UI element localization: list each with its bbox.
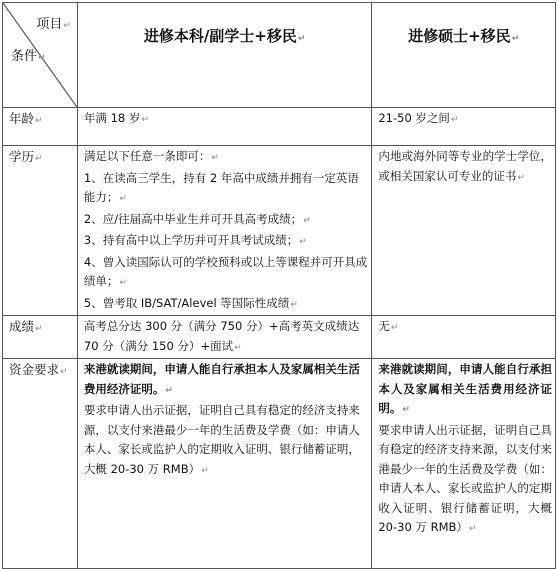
diagonal-top-label: 项目↵ <box>36 17 71 32</box>
score-undergrad: 高考总分达 300 分（满分 750 分）+高考英文成绩达 70 分（满分 150 分）+面试↵ <box>77 316 371 359</box>
comparison-table <box>2 2 556 569</box>
age-undergrad: 年满 18 岁↵ <box>77 108 371 146</box>
funds-undergrad <box>77 359 371 569</box>
funds-master-text: 要求申请人出示证据，证明自己具有稳定的经济支持来源，以支付来港最少一年的生活费及学费（如：申请人本人、家长或监护人的定期收入证明、银行储蓄证明，大概 20-30 万 RMB）↵ <box>378 422 552 534</box>
funds-master-bold: 来港就读期间，申请人能自行承担本人及家属相关生活费用经济证明。↵ <box>378 362 552 415</box>
age-master: 21-50 岁之间↵ <box>372 108 556 146</box>
edu-line-1: 1、在读高三学生，持有 2 年高中成绩并拥有一定英语能力；↵ <box>83 170 359 204</box>
funds-undergrad-text: 要求申请人出示证据，证明自己具有稳定的经济支持来源，以支付来港最少一年的生活费及学费（如：申请人本人、家长或监护人的定期收入证明、银行储蓄证明，大概 20-30 万 RMB）↵ <box>83 403 360 476</box>
diagonal-bottom-label: 条件↵ <box>11 49 46 64</box>
diagonal-header-cell <box>3 3 78 108</box>
row-score <box>3 316 556 359</box>
edu-line-intro: 满足以下任意一条即可：↵ <box>83 149 219 163</box>
row-education <box>3 146 556 316</box>
row-label-education: 学历↵ <box>3 146 78 316</box>
column-header-master: 进修硕士+移民↵ <box>372 3 556 108</box>
edu-line-3: 3、持有高中以上学历并可开具考试成绩；↵ <box>83 233 307 247</box>
row-age <box>3 108 556 146</box>
row-funds <box>3 359 556 569</box>
score-master: 无↵ <box>372 316 556 359</box>
header-row <box>3 3 556 108</box>
education-undergrad <box>77 146 371 316</box>
edu-line-2: 2、应/往届高中毕业生并可开具高考成绩；↵ <box>83 211 311 226</box>
funds-undergrad-bold: 来港就读期间，申请人能自行承担本人及家属相关生活费用经济证明。↵ <box>83 362 360 396</box>
education-master: 内地或海外同等专业的学士学位，或相关国家认可专业的证书↵ <box>372 146 556 316</box>
row-label-score: 成绩↵ <box>3 316 78 359</box>
funds-master <box>372 359 556 569</box>
row-label-age: 年龄↵ <box>3 108 78 146</box>
row-label-funds: 资金要求↵ <box>3 359 78 569</box>
edu-line-5: 5、曾考取 IB/SAT/Alevel 等国际性成绩↵ <box>83 295 298 310</box>
edu-line-4: 4、曾入读国际认可的学校预科或以上等课程并可开具成绩单；↵ <box>83 254 368 288</box>
column-header-undergrad: 进修本科/副学士+移民↵ <box>77 3 371 108</box>
